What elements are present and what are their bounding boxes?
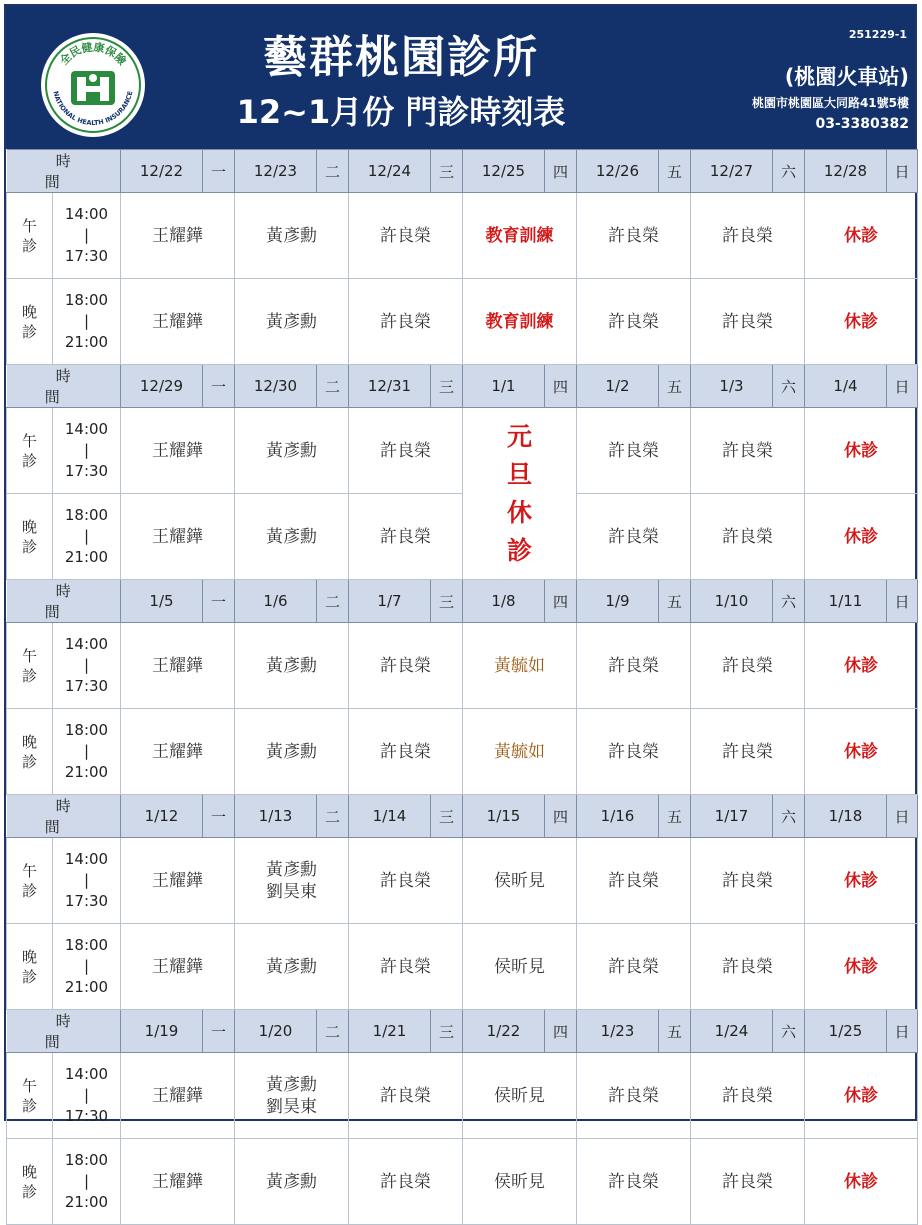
weekday-cell: 二 xyxy=(317,795,349,838)
date-cell: 1/7 xyxy=(349,580,431,623)
schedule-subtitle: 12~1月份 門診時刻表 xyxy=(236,93,566,131)
nhi-logo-icon xyxy=(41,33,145,137)
schedule-table xyxy=(6,149,918,1225)
doctor-cell: 許良榮 xyxy=(349,924,463,1010)
date-cell: 1/9 xyxy=(577,580,659,623)
doctor-cell: 許良榮 xyxy=(349,408,463,494)
doctor-cell: 王耀鏵 xyxy=(121,408,235,494)
doctor-cell: 許良榮 xyxy=(691,924,805,1010)
date-cell: 1/25 xyxy=(805,1010,887,1053)
doctor-cell: 許良榮 xyxy=(691,1139,805,1225)
time-header: 時 間 xyxy=(7,1010,121,1053)
doctor-cell: 許良榮 xyxy=(577,1139,691,1225)
evening-session-row xyxy=(7,924,918,1010)
afternoon-session-time: 14:00 | 17:30 xyxy=(53,193,121,279)
doctor-cell: 許良榮 xyxy=(349,1053,463,1139)
date-cell: 12/29 xyxy=(121,365,203,408)
date-cell: 12/23 xyxy=(235,150,317,193)
evening-session-label: 晚 診 xyxy=(7,709,53,795)
weekday-cell: 五 xyxy=(659,365,691,408)
afternoon-session-label: 午 診 xyxy=(7,838,53,924)
doctor-cell: 許良榮 xyxy=(349,494,463,580)
weekday-cell: 六 xyxy=(773,365,805,408)
afternoon-session-row xyxy=(7,1053,918,1139)
doctor-cell: 休診 xyxy=(805,623,918,709)
doctor-cell: 許良榮 xyxy=(349,838,463,924)
doctor-cell: 許良榮 xyxy=(349,1139,463,1225)
document-code: 251229-1 xyxy=(848,28,907,41)
evening-session-label: 晚 診 xyxy=(7,924,53,1010)
doctor-cell: 休診 xyxy=(805,709,918,795)
doctor-cell: 侯昕見 xyxy=(463,1053,577,1139)
evening-session-time: 18:00 | 21:00 xyxy=(53,924,121,1010)
date-cell: 1/22 xyxy=(463,1010,545,1053)
doctor-cell: 黃彥勳 xyxy=(235,408,349,494)
afternoon-session-label: 午 診 xyxy=(7,408,53,494)
doctor-cell: 許良榮 xyxy=(577,1053,691,1139)
afternoon-session-row xyxy=(7,408,918,494)
weekday-cell: 二 xyxy=(317,1010,349,1053)
doctor-cell: 王耀鏵 xyxy=(121,1139,235,1225)
doctor-cell: 黃毓如 xyxy=(463,709,577,795)
evening-session-row xyxy=(7,1139,918,1225)
weekday-cell: 四 xyxy=(545,1010,577,1053)
doctor-cell: 許良榮 xyxy=(691,193,805,279)
time-header: 時 間 xyxy=(7,580,121,623)
date-cell: 1/14 xyxy=(349,795,431,838)
date-cell: 1/15 xyxy=(463,795,545,838)
weekday-cell: 四 xyxy=(545,150,577,193)
doctor-cell: 王耀鏵 xyxy=(121,838,235,924)
doctor-cell: 休診 xyxy=(805,838,918,924)
doctor-cell: 許良榮 xyxy=(577,709,691,795)
date-cell: 12/26 xyxy=(577,150,659,193)
weekday-cell: 四 xyxy=(545,365,577,408)
doctor-cell: 許良榮 xyxy=(691,1053,805,1139)
doctor-cell: 許良榮 xyxy=(691,838,805,924)
doctor-cell: 黃彥勳 xyxy=(235,494,349,580)
date-cell: 12/25 xyxy=(463,150,545,193)
doctor-cell: 許良榮 xyxy=(577,408,691,494)
weekday-cell: 三 xyxy=(431,1010,463,1053)
doctor-cell: 許良榮 xyxy=(577,193,691,279)
doctor-cell: 許良榮 xyxy=(691,408,805,494)
weekday-cell: 日 xyxy=(887,580,918,623)
date-cell: 12/27 xyxy=(691,150,773,193)
doctor-cell: 黃彥勳 xyxy=(235,709,349,795)
weekday-cell: 二 xyxy=(317,365,349,408)
doctor-cell: 許良榮 xyxy=(577,494,691,580)
date-cell: 1/6 xyxy=(235,580,317,623)
date-cell: 12/30 xyxy=(235,365,317,408)
afternoon-session-time: 14:00 | 17:30 xyxy=(53,408,121,494)
date-cell: 1/13 xyxy=(235,795,317,838)
evening-session-row xyxy=(7,279,918,365)
schedule-poster xyxy=(4,4,917,1211)
doctor-cell: 黃彥勳 xyxy=(235,1139,349,1225)
doctor-cell: 黃彥勳 xyxy=(235,924,349,1010)
weekday-cell: 一 xyxy=(203,580,235,623)
doctor-cell: 黃毓如 xyxy=(463,623,577,709)
date-cell: 1/10 xyxy=(691,580,773,623)
date-cell: 1/18 xyxy=(805,795,887,838)
weekday-cell: 二 xyxy=(317,150,349,193)
weekday-cell: 五 xyxy=(659,795,691,838)
station-label: (桃園火車站) xyxy=(784,65,909,89)
doctor-cell: 侯昕見 xyxy=(463,924,577,1010)
afternoon-session-label: 午 診 xyxy=(7,193,53,279)
weekday-cell: 一 xyxy=(203,795,235,838)
doctor-cell: 黃彥勳 劉昊東 xyxy=(235,1053,349,1139)
weekday-cell: 六 xyxy=(773,795,805,838)
evening-session-time: 18:00 | 21:00 xyxy=(53,494,121,580)
evening-session-time: 18:00 | 21:00 xyxy=(53,279,121,365)
doctor-cell: 許良榮 xyxy=(577,279,691,365)
date-cell: 1/8 xyxy=(463,580,545,623)
doctor-cell: 許良榮 xyxy=(691,279,805,365)
weekday-cell: 一 xyxy=(203,1010,235,1053)
doctor-cell: 侯昕見 xyxy=(463,838,577,924)
doctor-cell: 王耀鏵 xyxy=(121,193,235,279)
weekday-cell: 一 xyxy=(203,365,235,408)
weekday-cell: 三 xyxy=(431,580,463,623)
weekday-cell: 日 xyxy=(887,365,918,408)
weekday-cell: 三 xyxy=(431,365,463,408)
weekday-cell: 六 xyxy=(773,150,805,193)
evening-session-time: 18:00 | 21:00 xyxy=(53,1139,121,1225)
week-header-row xyxy=(7,365,918,408)
doctor-cell: 休診 xyxy=(805,1053,918,1139)
time-header: 時 間 xyxy=(7,365,121,408)
doctor-cell: 休診 xyxy=(805,279,918,365)
doctor-cell: 王耀鏵 xyxy=(121,494,235,580)
weekday-cell: 三 xyxy=(431,795,463,838)
weekday-cell: 日 xyxy=(887,150,918,193)
evening-session-time: 18:00 | 21:00 xyxy=(53,709,121,795)
doctor-cell: 許良榮 xyxy=(577,623,691,709)
afternoon-session-time: 14:00 | 17:30 xyxy=(53,838,121,924)
week-header-row xyxy=(7,150,918,193)
evening-session-row xyxy=(7,494,918,580)
doctor-cell: 休診 xyxy=(805,408,918,494)
weekday-cell: 三 xyxy=(431,150,463,193)
date-cell: 1/3 xyxy=(691,365,773,408)
afternoon-session-time: 14:00 | 17:30 xyxy=(53,1053,121,1139)
doctor-cell: 王耀鏵 xyxy=(121,279,235,365)
weekday-cell: 五 xyxy=(659,150,691,193)
doctor-cell: 許良榮 xyxy=(691,709,805,795)
evening-session-label: 晚 診 xyxy=(7,494,53,580)
weekday-cell: 六 xyxy=(773,580,805,623)
date-cell: 1/16 xyxy=(577,795,659,838)
evening-session-label: 晚 診 xyxy=(7,1139,53,1225)
weekday-cell: 四 xyxy=(545,580,577,623)
clinic-title: 藝群桃園診所 xyxy=(263,32,539,83)
clinic-phone: 03-3380382 xyxy=(815,116,909,132)
doctor-cell: 王耀鏵 xyxy=(121,623,235,709)
doctor-cell: 黃彥勳 xyxy=(235,623,349,709)
date-cell: 1/12 xyxy=(121,795,203,838)
date-cell: 1/4 xyxy=(805,365,887,408)
weekday-cell: 日 xyxy=(887,1010,918,1053)
doctor-cell: 黃彥勳 劉昊東 xyxy=(235,838,349,924)
afternoon-session-time: 14:00 | 17:30 xyxy=(53,623,121,709)
afternoon-session-label: 午 診 xyxy=(7,1053,53,1139)
doctor-cell: 休診 xyxy=(805,1139,918,1225)
weekday-cell: 四 xyxy=(545,795,577,838)
doctor-cell: 許良榮 xyxy=(349,279,463,365)
doctor-cell: 許良榮 xyxy=(691,494,805,580)
doctor-cell: 休診 xyxy=(805,924,918,1010)
week-header-row xyxy=(7,795,918,838)
afternoon-session-row xyxy=(7,623,918,709)
doctor-cell: 許良榮 xyxy=(349,193,463,279)
doctor-cell: 教育訓練 xyxy=(463,279,577,365)
evening-session-row xyxy=(7,709,918,795)
date-cell: 1/5 xyxy=(121,580,203,623)
doctor-cell: 許良榮 xyxy=(349,709,463,795)
doctor-cell: 侯昕見 xyxy=(463,1139,577,1225)
doctor-cell: 許良榮 xyxy=(349,623,463,709)
doctor-cell: 許良榮 xyxy=(577,838,691,924)
week-header-row xyxy=(7,580,918,623)
week-header-row xyxy=(7,1010,918,1053)
doctor-cell: 休診 xyxy=(805,494,918,580)
doctor-cell: 許良榮 xyxy=(691,623,805,709)
doctor-cell: 休診 xyxy=(805,193,918,279)
date-cell: 1/23 xyxy=(577,1010,659,1053)
weekday-cell: 日 xyxy=(887,795,918,838)
date-cell: 1/1 xyxy=(463,365,545,408)
doctor-cell: 黃彥勳 xyxy=(235,193,349,279)
date-cell: 12/24 xyxy=(349,150,431,193)
time-header: 時 間 xyxy=(7,795,121,838)
date-cell: 12/28 xyxy=(805,150,887,193)
doctor-cell: 許良榮 xyxy=(577,924,691,1010)
afternoon-session-row xyxy=(7,838,918,924)
date-cell: 12/22 xyxy=(121,150,203,193)
afternoon-session-label: 午 診 xyxy=(7,623,53,709)
weekday-cell: 二 xyxy=(317,580,349,623)
evening-session-label: 晚 診 xyxy=(7,279,53,365)
weekday-cell: 五 xyxy=(659,580,691,623)
doctor-cell: 王耀鏵 xyxy=(121,1053,235,1139)
doctor-cell: 王耀鏵 xyxy=(121,924,235,1010)
date-cell: 1/19 xyxy=(121,1010,203,1053)
clinic-address: 桃園市桃園區大同路41號5樓 xyxy=(751,96,909,110)
weekday-cell: 一 xyxy=(203,150,235,193)
doctor-cell: 教育訓練 xyxy=(463,193,577,279)
nhi-logo xyxy=(41,33,145,137)
holiday-cell: 元 旦 休 診 xyxy=(463,408,577,580)
date-cell: 1/17 xyxy=(691,795,773,838)
date-cell: 12/31 xyxy=(349,365,431,408)
date-cell: 1/2 xyxy=(577,365,659,408)
doctor-cell: 黃彥勳 xyxy=(235,279,349,365)
date-cell: 1/11 xyxy=(805,580,887,623)
weekday-cell: 五 xyxy=(659,1010,691,1053)
date-cell: 1/21 xyxy=(349,1010,431,1053)
date-cell: 1/20 xyxy=(235,1010,317,1053)
header-banner xyxy=(6,6,915,149)
time-header: 時 間 xyxy=(7,150,121,193)
doctor-cell: 王耀鏵 xyxy=(121,709,235,795)
date-cell: 1/24 xyxy=(691,1010,773,1053)
weekday-cell: 六 xyxy=(773,1010,805,1053)
logo-text: 全民健康保險 xyxy=(57,40,129,68)
afternoon-session-row xyxy=(7,193,918,279)
logo-subtext: NATIONAL HEALTH INSURANCE xyxy=(51,90,135,128)
